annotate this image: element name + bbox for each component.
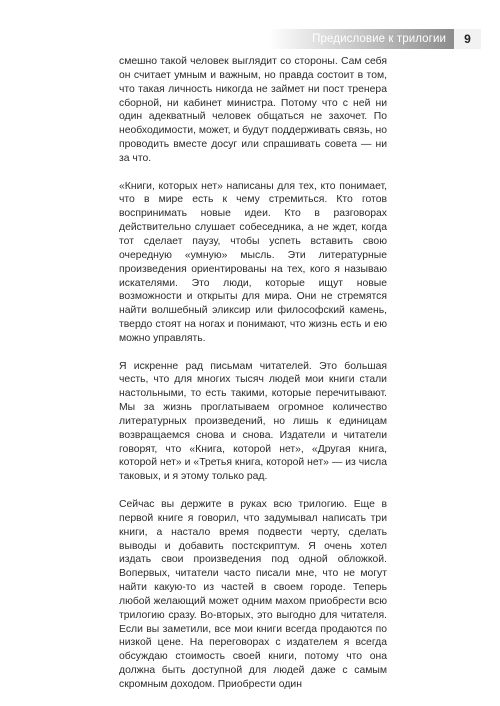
paragraph: «Книги, которых нет» написаны для тех, кто понимает, что в мире есть к чему стремиться. Кто готов воспринимать новые идеи. Кто в разговорах действительно слушает собеседника, а не ждет, когда тот сделает паузу, чтобы успеть вставить свою очередную «умную» мысль. Эти литературные произведения ориентированы на тех, кого я называю искателями. Это люди, которые ищут новые возможности и открыты для мира. Они не стремятся найти волшебный эликсир или философский камень, твердо стоят на ногах и понимают, что жизнь есть и ею можно управлять. [119,180,387,344]
paragraph: Сейчас вы держите в руках всю трилогию. Еще в первой книге я говорил, что задумывал написать три книги, а настало время подвести черту, сделать выводы и добавить постскриптум. Я очень хотел издать свои произведения под одной обложкой. Вопервых, читатели часто писали мне, что не могут найти какую-то из частей в своем городе. Теперь любой желающий может одним махом приобрести всю трилогию сразу. Во-вторых, это выгодно для читателя. Если вы заметили, все мои книги всегда продаются по низкой цене. На переговорах с издателем я всегда обсуждаю стоимость своей книги, потому что она должна быть доступной для людей даже с самым скромным доходом. Приобрести один [119,499,387,690]
paragraph: смешно такой человек выглядит со стороны. Сам себя он считает умным и важным, но правда состоит в том, что такая личность никогда не займет ни пост тренера сборной, ни кабинет министра. Потому что с ней ни один адекватный человек общаться не захочет. По необходимости, может, и будут поддерживать связь, но проводить вместе досуг или спрашивать совета — ни за что. [119,56,387,164]
body-text [119,55,387,706]
running-header-title: Предисловие к трилогии [268,29,454,49]
running-header [268,29,481,49]
page-number: 9 [454,29,481,49]
paragraph: Я искренне рад письмам читателей. Это большая честь, что для многих тысяч людей мои книги стали настольными, то есть такими, которые перечитывают. Мы за жизнь проглатываем огромное количество литературных произведений, но лишь к единицам возвращаемся снова и снова. Издатели и читатели говорят, что «Книга, которой нет», «Другая книга, которой нет» и «Третья книга, которой нет» — из числа таковых, и я этому только рад. [119,360,387,483]
